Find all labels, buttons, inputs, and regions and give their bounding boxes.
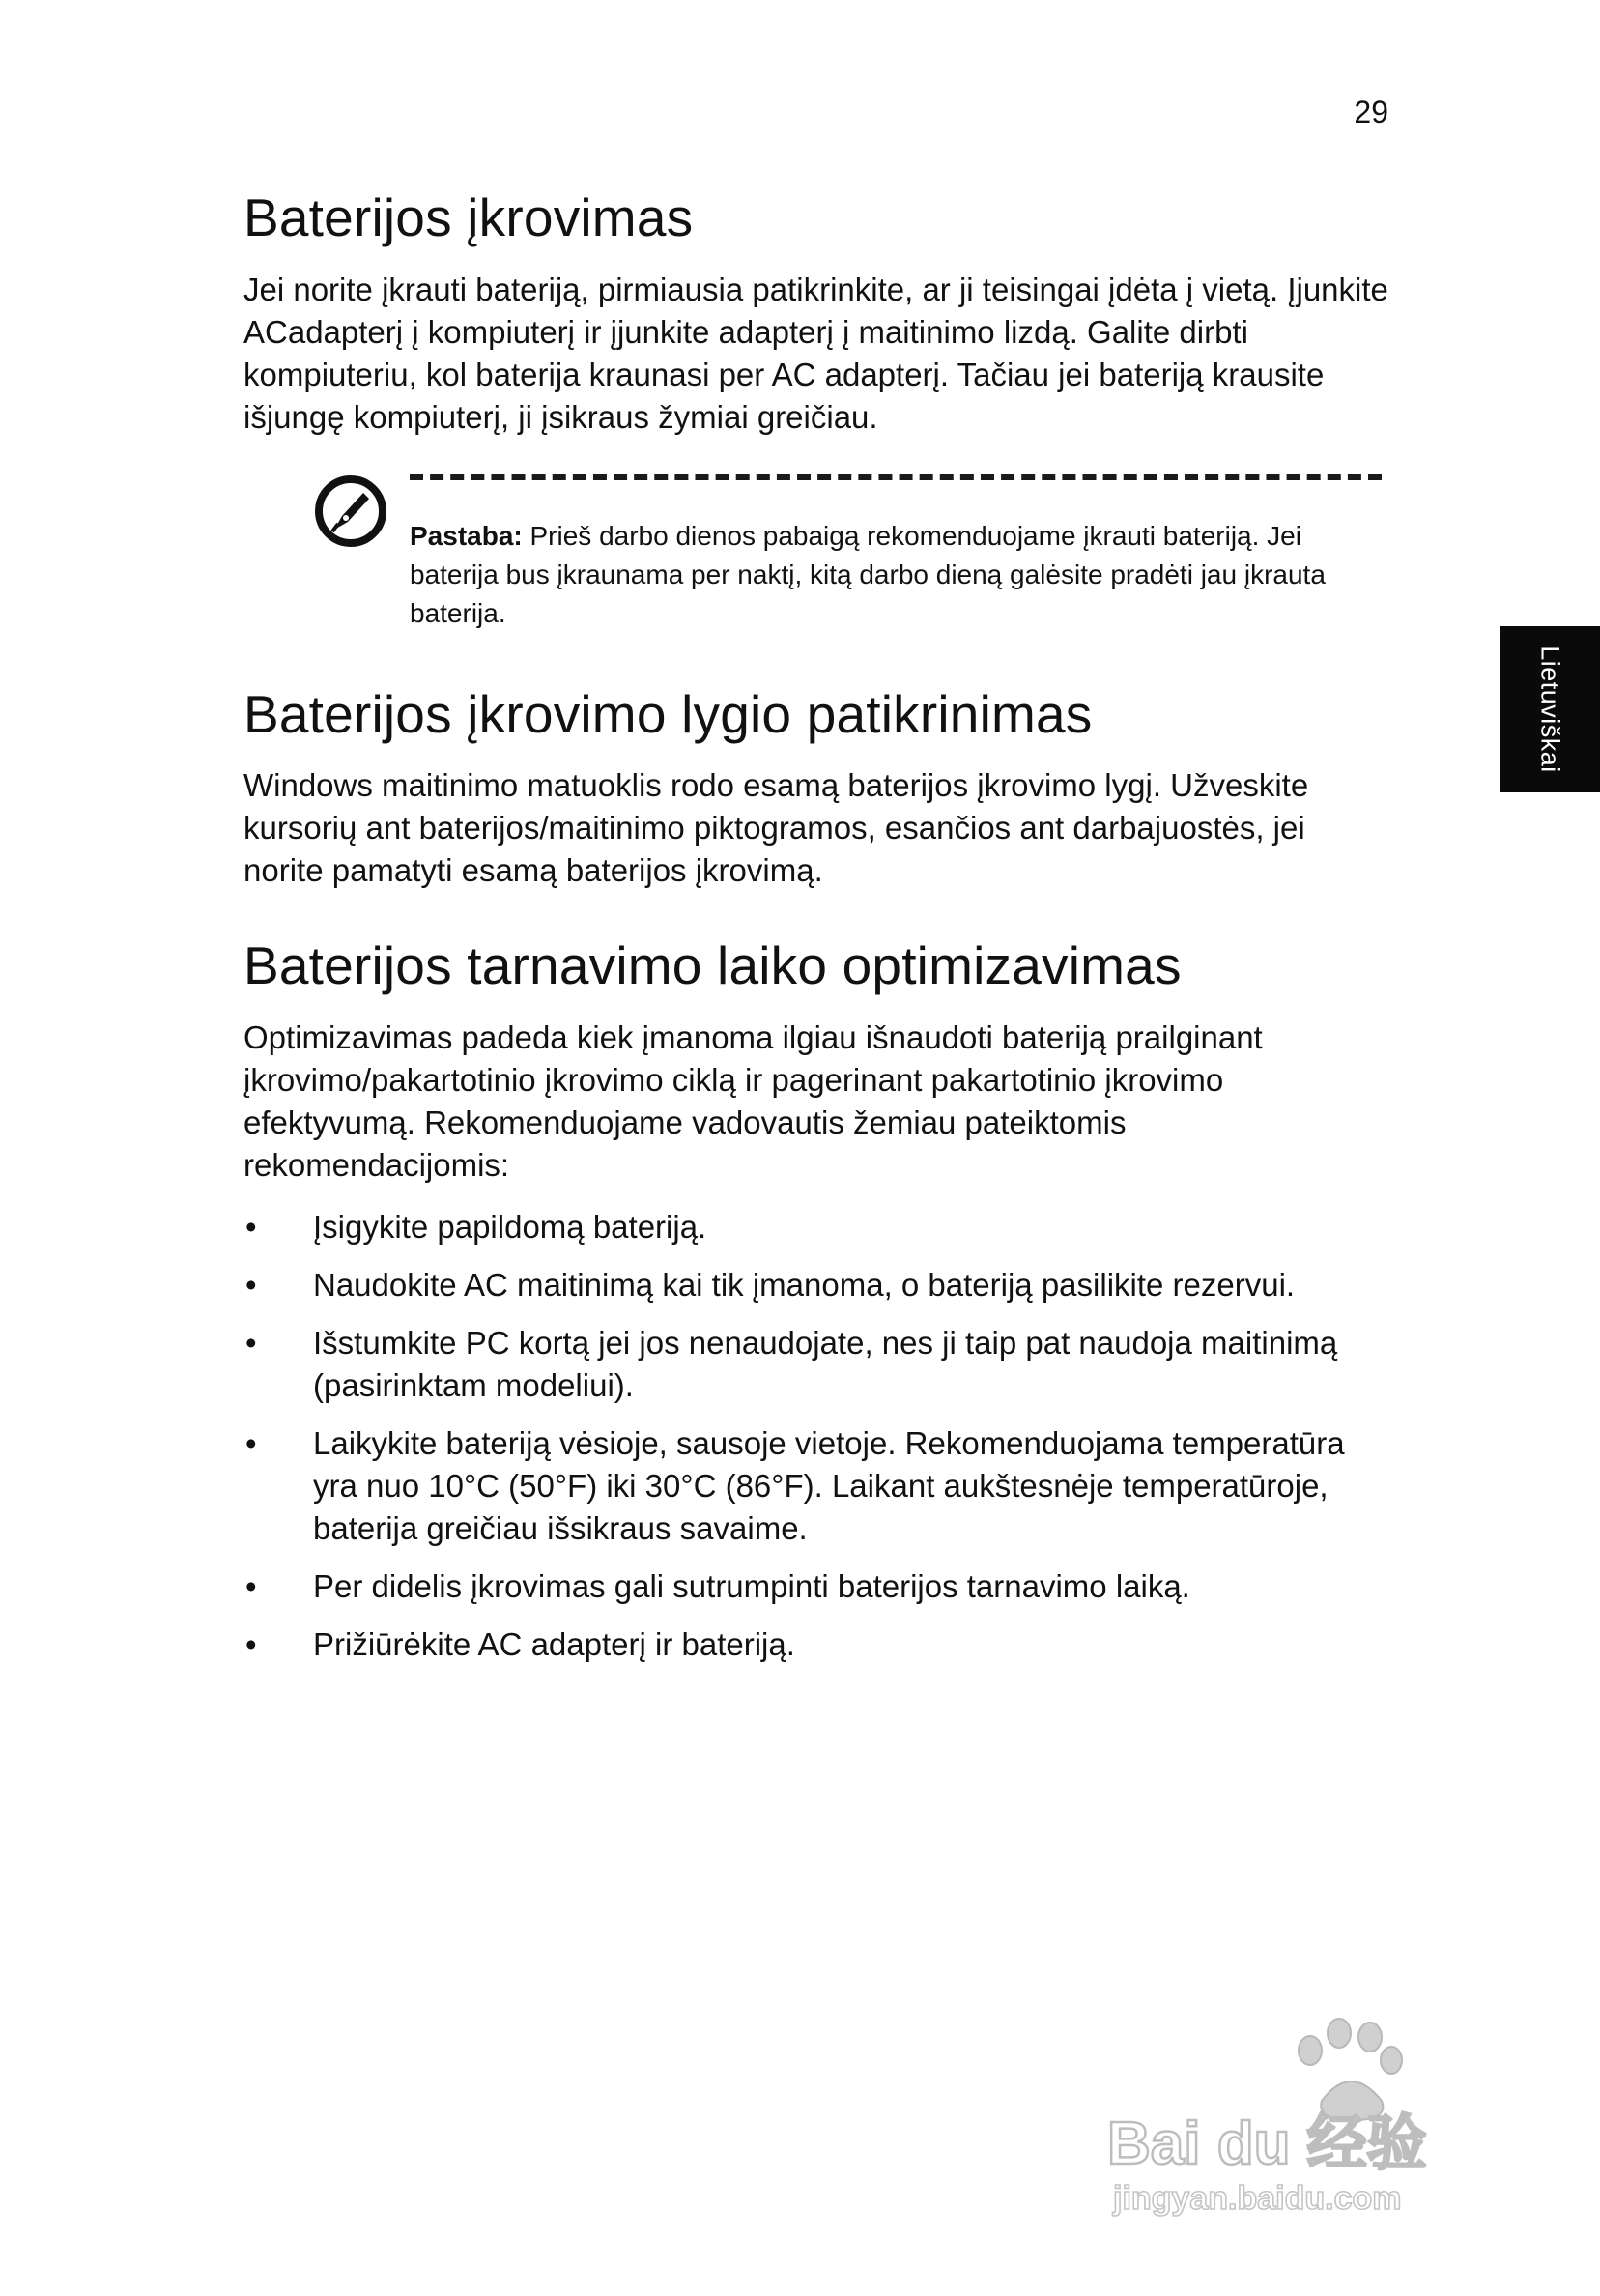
bullet: • <box>245 1324 257 1361</box>
list-item <box>243 1565 1393 1608</box>
section-heading: Baterijos įkrovimas <box>243 187 694 247</box>
note-pen-icon <box>313 474 388 549</box>
list-item-text: Per didelis įkrovimas gali sutrumpinti baterijos tarnavimo laiką. <box>313 1567 1190 1604</box>
list-item <box>243 1264 1393 1306</box>
note-text <box>410 517 1376 633</box>
language-tab <box>1500 626 1600 792</box>
section-body: Optimizavimas padeda kiek įmanoma ilgiau išnaudoti bateriją prailginant įkrovimo/pakartotinio įkrovimo ciklą ir pagerinant pakartotinio įkrovimo efektyvumą. Rekomenduojame vadovautis žemiau pateiktomis rekomendacijomis: <box>243 1019 1263 1183</box>
list-item-text: Įsigykite papildomą bateriją. <box>313 1208 707 1245</box>
tips-list <box>243 1206 1393 1666</box>
list-item-text: Naudokite AC maitinimą kai tik įmanoma, o bateriją pasilikite rezervui. <box>313 1266 1296 1303</box>
section-optimization <box>243 936 1393 1666</box>
section-body: Windows maitinimo matuoklis rodo esamą baterijos įkrovimo lygį. Užveskite kursorių ant baterijos/maitinimo piktogramos, esančios ant darbajuostės, jei norite pamatyti esamą baterijos įkrovimą. <box>243 767 1309 888</box>
list-item-text: Laikykite bateriją vėsioje, sausoje vietoje. Rekomenduojama temperatūra yra nuo 10°C (50°F) iki 30°C (86°F). Laikant aukštesnėje temperatūroje, baterija greičiau išsikraus savaime. <box>313 1424 1345 1546</box>
note-block <box>243 474 1393 633</box>
list-item-text: Išstumkite PC kortą jei jos nenaudojate, nes ji taip pat naudoja maitinimą (pasirinktam modeliui). <box>313 1324 1338 1403</box>
paw-icon <box>1299 2019 1402 2120</box>
section-heading: Baterijos tarnavimo laiko optimizavimas <box>243 935 1182 995</box>
section-heading: Baterijos įkrovimo lygio patikrinimas <box>243 683 1093 744</box>
list-item <box>243 1623 1393 1666</box>
section-level-check <box>243 685 1393 893</box>
list-item-text: Prižiūrėkite AC adapterį ir bateriją. <box>313 1625 795 1662</box>
watermark-brand: Bai du 经验 <box>1107 2110 1427 2177</box>
note-label: Pastaba: <box>410 520 523 551</box>
list-item <box>243 1422 1393 1550</box>
watermark-url: jingyan.baidu.com <box>1113 2180 1402 2217</box>
bullet: • <box>245 1208 257 1245</box>
list-item <box>243 1322 1393 1407</box>
baidu-watermark <box>1100 2004 1486 2217</box>
list-item <box>243 1206 1393 1248</box>
note-body: Prieš darbo dienos pabaigą rekomenduojame įkrauti bateriją. Jei baterija bus įkraunama per naktį, kitą darbo dieną galėsite pradėti jau įkrauta baterija. <box>410 520 1326 628</box>
section-body: Jei norite įkrauti bateriją, pirmiausia patikrinkite, ar ji teisingai įdėta į vietą. Įjunkite ACadapterį į kompiuterį ir įjunkite adapterį į maitinimo lizdą. Galite dirbti kompiuteriu, kol baterija kraunasi per AC adapterį. Tačiau jei bateriją krausite išjungę kompiuterį, ji įsikraus žymiai greičiau. <box>243 271 1388 435</box>
bullet: • <box>245 1567 257 1604</box>
bullet: • <box>245 1266 257 1303</box>
page-number: 29 <box>1354 95 1388 129</box>
bullet: • <box>245 1424 257 1461</box>
note-divider <box>410 474 1382 488</box>
bullet: • <box>245 1625 257 1662</box>
section-charging <box>243 188 1393 439</box>
language-tab-label: Lietuviškai <box>1535 646 1565 773</box>
document-content <box>243 188 1393 1710</box>
